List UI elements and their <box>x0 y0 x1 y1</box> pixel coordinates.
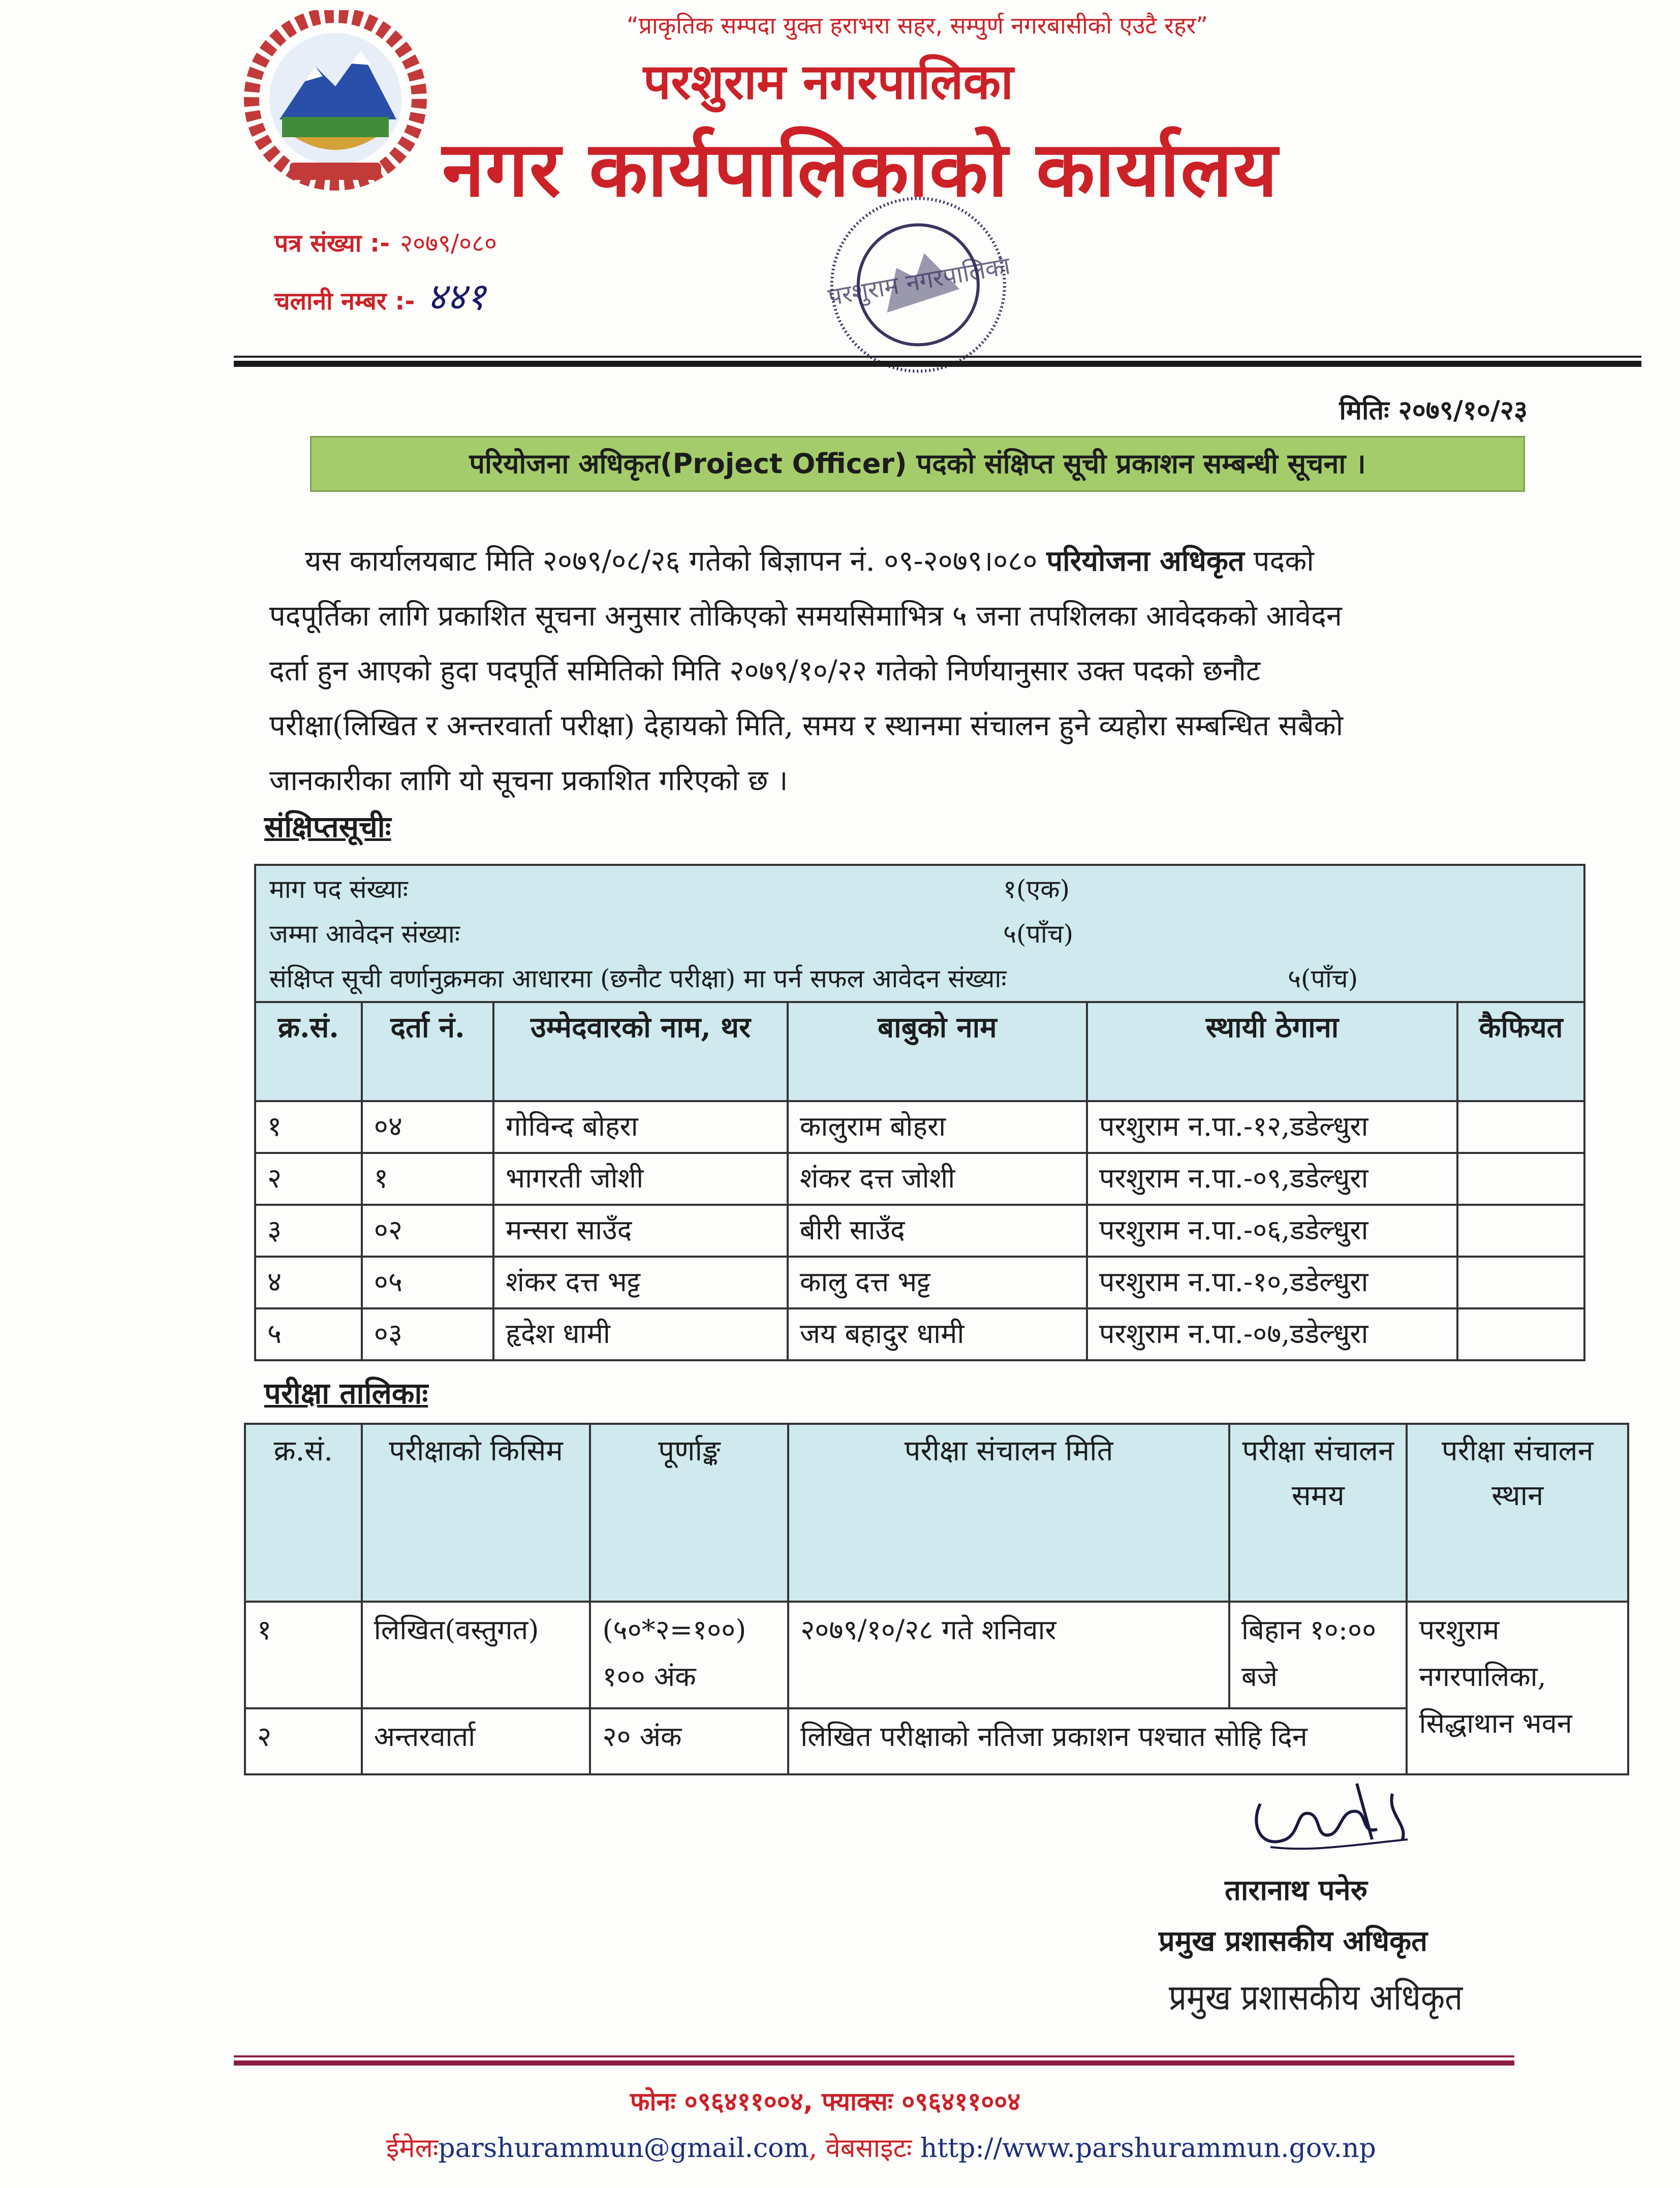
applications-value: ५(पाँच) <box>1003 919 1074 949</box>
dispatch-number <box>274 269 486 321</box>
header-divider-thick <box>234 361 1641 367</box>
dispatch-label: चलानी नम्बर :- <box>274 287 415 316</box>
cell-exam-type: लिखित(वस्तुगत) <box>362 1602 590 1708</box>
cell-address: परशुराम न.पा.-०७,डडेल्धुरा <box>1087 1308 1457 1360</box>
reference-label: पत्र संख्या :- <box>274 229 390 258</box>
reference-number <box>274 226 497 259</box>
shortlist-table <box>254 1001 1585 1361</box>
signatory-designation: प्रमुख प्रशासकीय अधिकृत <box>1159 1924 1428 1958</box>
cell-father-name: बीरी साउँद <box>788 1205 1087 1257</box>
cell-address: परशुराम न.पा.-०६,डडेल्धुरा <box>1087 1205 1457 1257</box>
cell-remarks <box>1457 1101 1584 1153</box>
notice-date: मितिः २०७९/१०/२३ <box>1339 395 1528 426</box>
cell-reg-no: ०५ <box>362 1257 493 1308</box>
shortlist-header-row <box>255 1002 1584 1101</box>
demand-value: १(एक) <box>1003 874 1070 904</box>
cell-full-marks: २० अंक <box>590 1708 788 1774</box>
body-line-3: दर्ता हुन आएको हुदा पदपूर्ति समितिको मिति २०७९/१०/२२ गतेको निर्णयानुसार उक्त पदको छनौट <box>269 654 1261 687</box>
dispatch-value: ४४१ <box>427 275 486 319</box>
cell-exam-venue: परशुराम नगरपालिका, सिद्धाथान भवन <box>1407 1602 1628 1774</box>
demand-label: माग पद संख्याः <box>269 874 408 904</box>
footer-divider <box>234 2055 1514 2057</box>
exam-header-row <box>245 1424 1628 1602</box>
cell-exam-type: अन्तरवार्ता <box>362 1708 590 1774</box>
exam-schedule-table <box>244 1423 1629 1775</box>
col-sn: क्र.सं. <box>255 1002 362 1101</box>
col-sn: क्र.सं. <box>245 1424 362 1602</box>
website-link[interactable]: http://www.parshurammun.gov.np <box>920 2133 1376 2164</box>
table-row <box>255 1153 1584 1205</box>
cell-candidate-name: भागरती जोशी <box>493 1153 788 1205</box>
nepal-emblem-icon <box>234 10 437 193</box>
stamp-text: परशुराम नगरपालिका <box>826 251 1013 312</box>
post-name-highlight: परियोजना अधिकृत <box>1046 544 1245 578</box>
cell-exam-date: लिखित परीक्षाको नतिजा प्रकाशन पश्चात सोहि दिन <box>788 1708 1407 1774</box>
slogan: “प्राकृतिक सम्पदा युक्त हराभरा सहर, सम्पुर्ण नगरबासीको एउटै रहर” <box>626 12 1208 39</box>
cell-sn: ४ <box>255 1257 362 1308</box>
cell-father-name: जय बहादुर धामी <box>788 1308 1087 1360</box>
signatory-name: तारानाथ पनेरु <box>1225 1873 1368 1907</box>
cell-address: परशुराम न.पा.-१२,डडेल्धुरा <box>1087 1101 1457 1153</box>
cell-father-name: शंकर दत्त जोशी <box>788 1153 1087 1205</box>
col-reg-no: दर्ता नं. <box>362 1002 493 1101</box>
cell-remarks <box>1457 1257 1584 1308</box>
email-link[interactable]: parshurammun@gmail.com <box>438 2133 809 2164</box>
cell-remarks <box>1457 1205 1584 1257</box>
table-row <box>255 1205 1584 1257</box>
municipality-name: परशुराम नगरपालिका <box>643 53 1014 110</box>
footer-contact <box>386 2129 1376 2165</box>
cell-exam-date: २०७९/१०/२८ गते शनिवार <box>788 1602 1229 1708</box>
cell-father-name: कालुराम बोहरा <box>788 1101 1087 1153</box>
cell-reg-no: ०४ <box>362 1101 493 1153</box>
body-line-5: जानकारीका लागि यो सूचना प्रकाशित गरिएको छ । <box>269 764 788 797</box>
passed-label: संक्षिप्त सूची वर्णानुक्रमका आधारमा (छनौट परीक्षा) मा पर्न सफल आवेदन संख्याः <box>269 964 1007 993</box>
cell-address: परशुराम न.पा.-१०,डडेल्धुरा <box>1087 1257 1457 1308</box>
table-row <box>255 1308 1584 1360</box>
cell-remarks <box>1457 1308 1584 1360</box>
header-divider <box>234 356 1641 358</box>
cell-sn: १ <box>245 1602 362 1708</box>
table-row <box>245 1602 1628 1708</box>
shortlist-summary <box>254 864 1585 1003</box>
table-row <box>255 1101 1584 1153</box>
cell-full-marks: (५०*२=१००) १०० अंक <box>590 1602 788 1708</box>
col-remarks: कैफियत <box>1457 1002 1584 1101</box>
table-row <box>255 1257 1584 1308</box>
col-candidate-name: उम्मेदवारको नाम, थर <box>493 1002 788 1101</box>
col-exam-date: परीक्षा संचालन मिति <box>788 1424 1229 1602</box>
cell-reg-no: ०२ <box>362 1205 493 1257</box>
body-line-1 <box>269 534 1530 589</box>
cell-candidate-name: गोविन्द बोहरा <box>493 1101 788 1153</box>
cell-remarks <box>1457 1153 1584 1205</box>
body-line-1-tail: पदको <box>1244 545 1314 578</box>
col-full-marks: पूर्णाङ्क <box>590 1424 788 1602</box>
exam-schedule-title: परीक्षा तालिकाः <box>264 1376 428 1411</box>
office-title: नगर कार्यपालिकाको कार्यालय <box>442 126 1279 214</box>
col-exam-time: परीक्षा संचालन समय <box>1229 1424 1407 1602</box>
applications-label: जम्मा आवेदन संख्याः <box>269 919 460 949</box>
signature-icon <box>1240 1763 1423 1860</box>
col-address: स्थायी ठेगाना <box>1087 1002 1457 1101</box>
footer-divider-thick <box>234 2060 1514 2066</box>
body-line-4: परीक्षा(लिखित र अन्तरवार्ता परीक्षा) देहायको मिति, समय र स्थानमा संचालन हुने व्यहोरा सम्बन्धित सबैको <box>269 709 1344 742</box>
website-label: , वेबसाइटः <box>808 2133 920 2164</box>
footer-phone-fax: फोनः ०९६४११००४, फ्याक्सः ०९६४११००४ <box>630 2087 1021 2116</box>
cell-address: परशुराम न.पा.-०९,डडेल्धुरा <box>1087 1153 1457 1205</box>
col-exam-venue: परीक्षा संचालन स्थान <box>1407 1424 1628 1602</box>
email-label: ईमेलः <box>386 2133 439 2164</box>
cell-sn: ५ <box>255 1308 362 1360</box>
designation-stamp: प्रमुख प्रशासकीय अधिकृत <box>1169 1977 1463 2018</box>
cell-sn: ३ <box>255 1205 362 1257</box>
cell-candidate-name: शंकर दत्त भट्ट <box>493 1257 788 1308</box>
cell-reg-no: ०३ <box>362 1308 493 1360</box>
col-father-name: बाबुको नाम <box>788 1002 1087 1101</box>
cell-candidate-name: हृदेश धामी <box>493 1308 788 1360</box>
cell-exam-time: बिहान १०:०० बजे <box>1229 1602 1407 1708</box>
shortlist-title: संक्षिप्तसूचीः <box>264 809 391 844</box>
cell-reg-no: १ <box>362 1153 493 1205</box>
cell-sn: १ <box>255 1101 362 1153</box>
reference-value: २०७९/०८० <box>400 229 497 258</box>
cell-sn: २ <box>255 1153 362 1205</box>
notice-body <box>269 534 1530 808</box>
notice-subject: परियोजना अधिकृत(Project Officer) पदको संक्षिप्त सूची प्रकाशन सम्बन्धी सूचना । <box>310 436 1525 492</box>
col-exam-type: परीक्षाको किसिम <box>362 1424 590 1602</box>
cell-sn: २ <box>245 1708 362 1774</box>
cell-father-name: कालु दत्त भट्ट <box>788 1257 1087 1308</box>
cell-candidate-name: मन्सरा साउँद <box>493 1205 788 1257</box>
body-line-1-text: यस कार्यालयबाट मिति २०७९/०८/२६ गतेको बिज्ञापन नं. ०९-२०७९।०८० <box>305 545 1047 578</box>
body-line-2: पदपूर्तिका लागि प्रकाशित सूचना अनुसार तोकिएको समयसिमाभित्र ५ जना तपशिलका आवेदकको आवेदन <box>269 600 1342 633</box>
passed-value: ५(पाँच) <box>1288 964 1358 993</box>
